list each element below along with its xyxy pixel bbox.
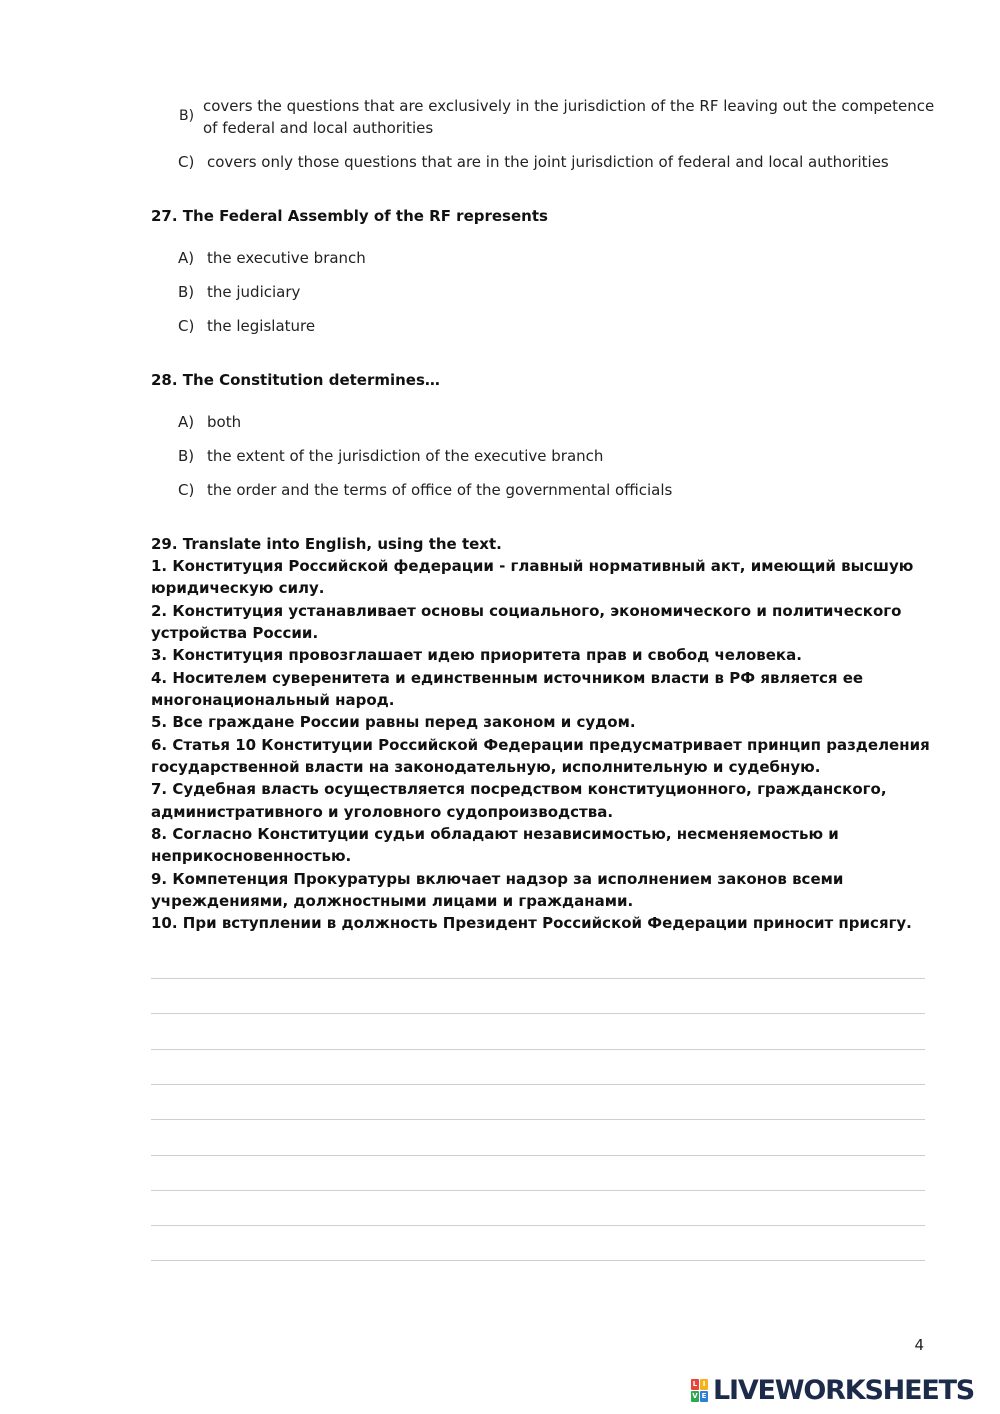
q29-line: юридическую силу. — [151, 579, 325, 597]
logo-block: E — [701, 1392, 707, 1400]
logo-block: V — [692, 1392, 698, 1400]
q29-title: 29. Translate into English, using the text. — [151, 535, 502, 553]
q29-line: многонациональный народ. — [151, 691, 395, 709]
logo-block: L — [692, 1380, 698, 1388]
q29-line: 9. Компетенция Прокуратуры включает надзор за исполнением законов всеми — [151, 870, 844, 888]
logo-block: I — [700, 1379, 708, 1390]
q27-option-b-text[interactable]: the judiciary — [207, 283, 301, 301]
q29-line: учреждениями, должностными лицами и гражданами. — [151, 892, 634, 910]
q27-option-a-letter[interactable]: A) — [178, 249, 195, 267]
q29-line: 1. Конституция Российской федерации - главный нормативный акт, имеющий высшую — [151, 557, 914, 575]
q28-option-a-text[interactable]: both — [207, 413, 242, 431]
q29-line: 4. Носителем суверенитета и единственным источником власти в РФ является ее — [151, 669, 864, 687]
page-number: 4 — [914, 1336, 924, 1354]
answer-line[interactable] — [151, 1190, 925, 1191]
q27-title: 27. The Federal Assembly of the RF represents — [151, 207, 548, 225]
q29-line: 6. Статья 10 Конституции Российской Федерации предусматривает принцип разделения — [151, 736, 930, 754]
answer-line[interactable] — [151, 1084, 925, 1085]
q29-line: 2. Конституция устанавливает основы социального, экономического и политического — [151, 602, 902, 620]
answer-line[interactable] — [151, 1119, 925, 1120]
answer-line[interactable] — [151, 1155, 925, 1156]
q27-option-a-text[interactable]: the executive branch — [207, 249, 366, 267]
q29-line: 10. При вступлении в должность Президент Российской Федерации приносит присягу. — [151, 914, 912, 932]
q28-option-c-text[interactable]: the order and the terms of office of the governmental officials — [207, 481, 673, 499]
q29-line: административного и уголовного судопроизводства. — [151, 803, 614, 821]
q28-option-c-letter[interactable]: C) — [178, 481, 195, 499]
q26-option-b-text-line2: of federal and local authorities — [203, 119, 434, 137]
q27-option-c-text[interactable]: the legislature — [207, 317, 316, 335]
q26-option-b-letter: B) — [179, 108, 195, 124]
q28-title: 28. The Constitution determines… — [151, 371, 440, 389]
answer-line[interactable] — [151, 1013, 925, 1014]
q26-option-c-letter: C) — [178, 153, 195, 171]
q28-option-b-text[interactable]: the extent of the jurisdiction of the executive branch — [207, 447, 604, 465]
answer-line[interactable] — [151, 1260, 925, 1261]
answer-line[interactable] — [151, 1049, 925, 1050]
q29-line: устройства России. — [151, 624, 319, 642]
q29-line: неприкосновенностью. — [151, 847, 352, 865]
q27-option-b-letter[interactable]: B) — [178, 283, 195, 301]
logo-blocks-icon — [691, 1379, 709, 1403]
q28-option-b-letter[interactable]: B) — [178, 447, 195, 465]
q29-line: 8. Согласно Конституции судьи обладают независимостью, несменяемостью и — [151, 825, 839, 843]
q27-option-c-letter[interactable]: C) — [178, 317, 195, 335]
q29-line: 3. Конституция провозглашает идею приоритета прав и свобод человека. — [151, 646, 802, 664]
q29-line: 7. Судебная власть осуществляется посредством конституционного, гражданского, — [151, 780, 887, 798]
q26-option-b-text-line1: covers the questions that are exclusively in the jurisdiction of the RF leaving out the competence — [203, 97, 935, 115]
q29-line: государственной власти на законодательную, исполнительную и судебную. — [151, 758, 821, 776]
q28-option-a-letter[interactable]: A) — [178, 413, 195, 431]
logo-text: LIVEWORKSHEETS — [713, 1375, 975, 1406]
q26-option-c-text: covers only those questions that are in the joint jurisdiction of federal and local authorities — [207, 153, 889, 171]
liveworksheets-logo — [691, 1375, 991, 1407]
q29-line: 5. Все граждане России равны перед законом и судом. — [151, 713, 636, 731]
answer-line[interactable] — [151, 978, 925, 979]
answer-line[interactable] — [151, 1225, 925, 1226]
